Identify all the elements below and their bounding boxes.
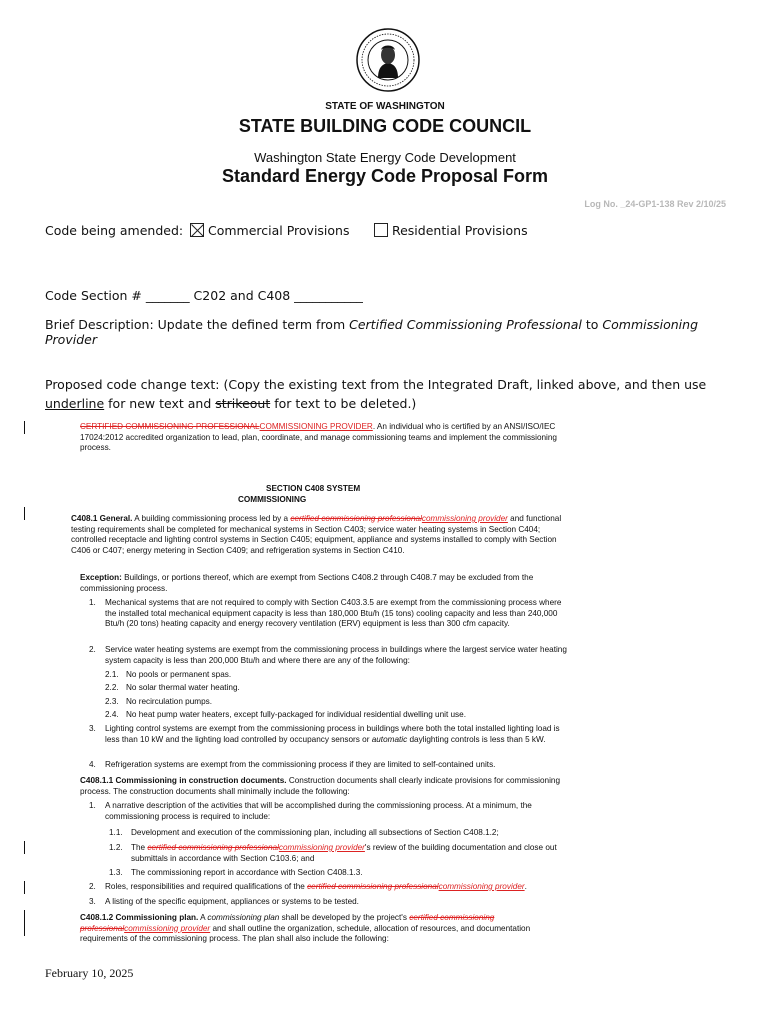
sub-item-2-4: No heat pump water heaters, except fully-packaged for individual residential dwelling unit use. <box>126 710 466 719</box>
definition-commissioning-provider: CERTIFIED COMMISSIONING PROFESSIONALCOMMISSIONING PROVIDER. An individual who is certified by an ANSI/ISO/IEC 17024:2012 accredited organization to lead, plan, coordinate, and manage commissioning teams and implement the commissioning process. <box>80 422 557 453</box>
section-title-line2: COMMISSIONING <box>238 495 307 504</box>
sub-item-2-3: No recirculation pumps. <box>126 697 213 706</box>
sub-item-2-2: No solar thermal water heating. <box>126 683 240 692</box>
change-bar <box>24 910 25 936</box>
log-number: Log No. _24-GP1-138 Rev 2/10/25 <box>584 199 726 209</box>
footer-date: February 10, 2025 <box>45 966 134 980</box>
c408-1-exception: Exception: Buildings, or portions thereof, which are exempt from Sections C408.2 through C408.7 may be excluded from the commissioning process. <box>80 573 534 593</box>
change-bar <box>24 421 25 434</box>
commercial-label: Commercial Provisions <box>207 223 350 238</box>
sub-item-number: 2.3. <box>105 697 119 706</box>
construction-item-2: Roles, responsibilities and required qualifications of the certified commissioning professionalcommissioning provider. <box>105 882 527 891</box>
sub-item-number: 2.1. <box>105 670 119 679</box>
change-bar <box>24 507 25 520</box>
list-item-number: 1. <box>89 801 96 810</box>
exception-item-3: Lighting control systems are exempt from the commissioning process in buildings where both the total installed lighting load is less than 10 kW and the lighting load controlled by occupancy sensors or automatic daylighting controls is less than 5 kW. <box>105 724 560 744</box>
construction-item-1: A narrative description of the activities that will be accomplished during the commissioning process. At a minimum, the commissioning process is required to include: <box>105 801 532 821</box>
sub-item-number: 1.2. <box>109 843 123 852</box>
section-title-line1: SECTION C408 SYSTEM <box>266 484 361 493</box>
exception-item-number: 3. <box>89 724 96 733</box>
list-item-number: 3. <box>89 897 96 906</box>
proposed-change-instructions: Proposed code change text: (Copy the existing text from the Integrated Draft, linked above, and then use underline for new text and strikeout for text to be deleted.) <box>45 377 707 411</box>
sub-item-number: 1.3. <box>109 868 123 877</box>
exception-item-4: Refrigeration systems are exempt from the commissioning process if they are limited to self-contained units. <box>105 760 496 769</box>
sub-item-number: 2.2. <box>105 683 119 692</box>
construction-item-3: A listing of the specific equipment, appliances or systems to be tested. <box>105 897 359 906</box>
commercial-option[interactable] <box>190 223 350 238</box>
residential-checkbox[interactable] <box>374 223 388 237</box>
exception-item-1: Mechanical systems that are not required to comply with Section C403.3.5 are exempt from the commissioning process where the installed total mechanical equipment capacity is less than 180,000 Btu/h (15 tons) cooling capacity and less than 240,000 Btu/h (20 tons) heating capacity and energy recovery ventilation (ERV) equipment is less than 300 cfm capacity. <box>105 598 562 629</box>
state-name: STATE OF WASHINGTON <box>325 101 445 112</box>
sub-item-number: 2.4. <box>105 710 119 719</box>
c408-1-2-commissioning-plan: C408.1.2 Commissioning plan. A commissioning plan shall be developed by the project's certified commissioning professionalcommissioning provider and shall outline the organization, schedule, allocation of resources, and documentation requirements of the commissioning process. The plan shall also include the following: <box>80 913 531 944</box>
washington-state-seal <box>356 28 420 92</box>
c408-1-general: C408.1 General. A building commissioning process led by a certified commissioning professionalcommissioning provider and functional testing requirements shall be completed for mechanical systems in Section C403; service water heating systems in Section C404; controlled receptacle and lighting control systems in Section C405; equipment, appliance and systems installed to comply with Section C406 or C407; energy metering in Section C409; and refrigeration systems in Section C410. <box>71 514 562 555</box>
form-title: Standard Energy Code Proposal Form <box>221 166 549 186</box>
exception-item-2: Service water heating systems are exempt from the commissioning process in buildings where the largest service water heating system capacity is less than 200,000 Btu/h and where there are any of the following: <box>105 645 567 665</box>
sub-item-1-3: The commissioning report in accordance with Section C408.1.3. <box>131 868 363 877</box>
code-amended-label: Code being amended: <box>45 223 184 238</box>
exception-item-number: 4. <box>89 760 96 769</box>
brief-description: Brief Description: Update the defined term from Certified Commissioning Professional to Commissioning Provider <box>45 317 699 347</box>
c408-1-1-construction-documents: C408.1.1 Commissioning in construction documents. Construction documents shall clearly indicate provisions for commissioning process. The construction documents shall minimally include the following: <box>80 776 561 796</box>
sub-item-1-2: The certified commissioning professionalcommissioning provider's review of the building documentation and close out submittals in accordance with Section C103.6; and <box>131 843 557 863</box>
residential-option[interactable] <box>374 223 528 238</box>
exception-item-number: 2. <box>89 645 96 654</box>
change-bar <box>24 881 25 894</box>
residential-label: Residential Provisions <box>391 223 528 238</box>
sub-item-number: 1.1. <box>109 828 123 837</box>
sub-item-1-1: Development and execution of the commissioning plan, including all subsections of Section C408.1.2; <box>131 828 499 837</box>
commercial-checkbox[interactable] <box>190 223 204 237</box>
change-bar <box>24 841 25 854</box>
code-section: Code Section # _______ C202 and C408 ___________ <box>45 288 363 303</box>
list-item-number: 2. <box>89 882 96 891</box>
sub-item-2-1: No pools or permanent spas. <box>126 670 232 679</box>
exception-item-number: 1. <box>89 598 96 607</box>
development-subtitle: Washington State Energy Code Development <box>254 150 516 165</box>
council-name: STATE BUILDING CODE COUNCIL <box>238 116 532 136</box>
